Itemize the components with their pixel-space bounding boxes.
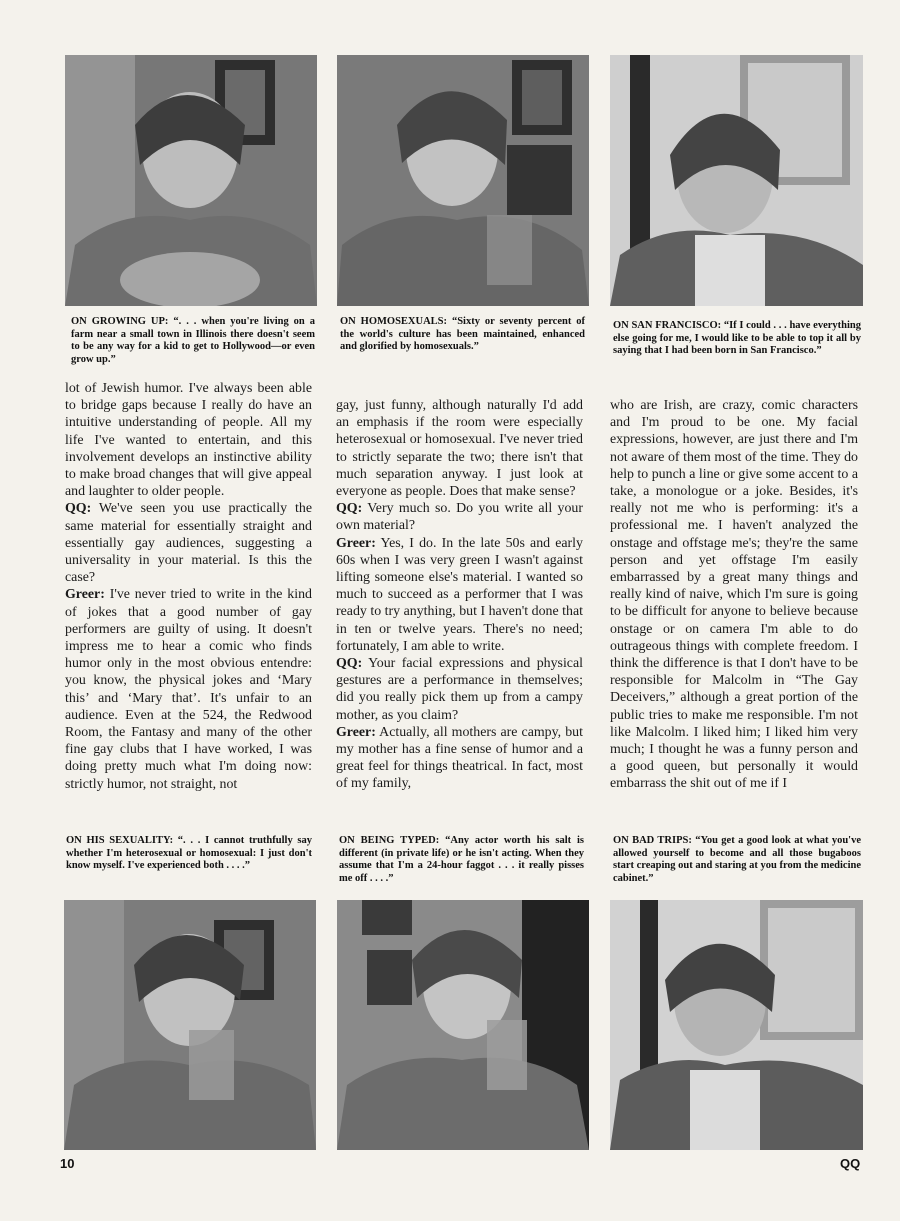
photo-san-francisco	[610, 55, 863, 306]
question-text: We've seen you use practically the same material for essentially straight and essentially gay audiences, suggesting a universality in your material. Is this the case?	[65, 501, 312, 586]
answer-text: Yes, I do. In the late 50s and early 60s when I was very green I wasn't against lifting someone else's material. I wanted so much to succeed as a performer that I was ready to try anything, but I haven't done that in ten or twelve years. There's no need; fortunately, I am able to write.	[336, 535, 583, 654]
speaker-label: Greer:	[336, 724, 376, 740]
photo-sexuality	[64, 900, 316, 1150]
article-column-1	[65, 380, 312, 793]
caption-being-typed: ON BEING TYPED: “Any actor worth his salt is different (in private life) or he isn't acting. When they assume that I'm a 24-hour faggot . . . it really pisses me off . . . .”	[339, 835, 584, 884]
paragraph: gay, just funny, although naturally I'd add an emphasis if the room were especially heterosexual or homosexual. I've never tried to strictly separate the two; there isn't that much separation anyway. I just look at everyone as people. Does that make sense?	[336, 398, 583, 500]
article-column-3	[610, 397, 858, 793]
photo-bad-trips	[610, 900, 863, 1150]
speaker-label: Greer:	[65, 587, 105, 603]
question-text: Your facial expressions and physical gestures are a performance in themselves; did you really pick them up from a campy mother, as you claim?	[336, 656, 583, 723]
answer-text: Actually, all mothers are campy, but my mother has a fine sense of humor and a great feel for things theatrical. In fact, most of my family,	[336, 724, 583, 792]
question	[336, 655, 583, 724]
photo-homosexuals	[337, 55, 589, 306]
magazine-name: QQ	[840, 1156, 861, 1171]
page-number: 10	[60, 1156, 75, 1171]
answer	[336, 724, 583, 793]
photo-being-typed	[337, 900, 589, 1150]
speaker-label: Greer:	[336, 535, 376, 551]
caption-bad-trips: ON BAD TRIPS: “You get a good look at what you've allowed yourself to become and all those bugaboos start creaping out and staring at you from the medicine cabinet.”	[613, 835, 861, 884]
question	[336, 500, 583, 534]
question	[65, 500, 312, 586]
caption-homosexuals: ON HOMOSEXUALS: “Sixty or seventy percent of the world's culture has been maintained, enhanced and glorified by homosexuals.”	[340, 316, 585, 353]
caption-growing-up: ON GROWING UP: “. . . when you're living on a farm near a small town in Illinois there doesn't seem to be any way for a kid to get to Hollywood—or even grow up.”	[71, 316, 315, 365]
paragraph: who are Irish, are crazy, comic characters and I'm proud to be one. My facial expressions, however, are just there and I'm not aware of them most of the time. They do help to punch a line or give some accent to a take, a monologue or a joke. Besides, it's really not me who is performing: it's a professional me. I haven't analyzed the onstage and offstage me's; they're the same person and yet offstage I'm easily embarrassed by a great many things and really kind of naive, which I'm sure is going to be difficult for anyone to believe because onstage or on camera I'm able to do outrageous things with complete freedom. I think the difference is that I don't have to be responsible for Malcolm in “The Gay Deceivers,” although a great portion of the public tries to make me responsible. I'm not like Malcolm. I liked him; I liked him very much; I thought he was a funny person and a good queen, but personally it would embarrass the shit out of me if I	[610, 398, 858, 792]
photo-growing-up	[65, 55, 317, 306]
article-column-2	[336, 397, 583, 793]
answer-text: I've never tried to write in the kind of jokes that a good number of gay performers are guilty of using. It doesn't impress me to hear a comic who finds humor only in the most obvious entendre: you know, the physical jokes and ‘Mary this’ and ‘Mary that’. It's unfair to an audience. Even at the 524, the Redwood Room, the Fantasy and many of the other fine gay clubs that I have worked, I was doing pretty much what I'm doing now: strictly humor, not straight, not	[65, 587, 312, 792]
caption-san-francisco: ON SAN FRANCISCO: “If I could . . . have everything else going for me, I would like to be able to top it all by saying that I had been born in San Francisco.”	[613, 320, 861, 357]
answer	[336, 535, 583, 655]
question-text: Very much so. Do you write all your own material?	[336, 501, 583, 534]
caption-sexuality: ON HIS SEXUALITY: “. . . I cannot truthfully say whether I'm heterosexual or homosexual: I just don't know myself. I've experienced both . . . .”	[66, 835, 312, 872]
paragraph: lot of Jewish humor. I've always been able to bridge gaps because I really do have an intuitive understanding of people. All my life I've wanted to entertain, and this involvement develops an instinctive ability to make broad changes that will give appeal and laughter to older people.	[65, 381, 312, 500]
speaker-label: QQ:	[336, 501, 363, 517]
speaker-label: QQ:	[336, 656, 363, 672]
answer	[65, 586, 312, 792]
speaker-label: QQ:	[65, 501, 92, 517]
